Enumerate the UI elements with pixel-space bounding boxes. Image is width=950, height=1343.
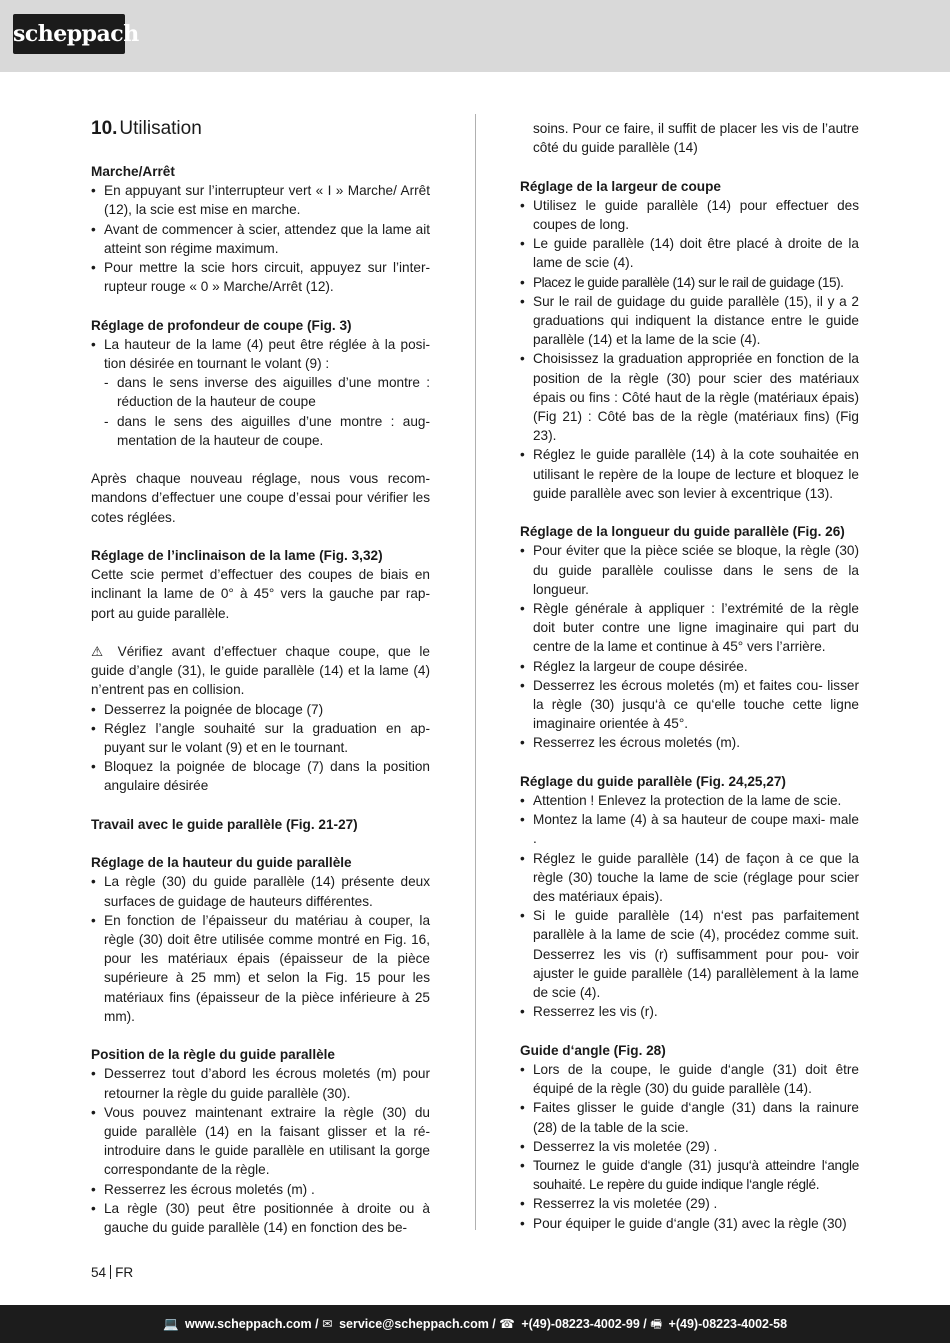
page-separator <box>110 1265 111 1279</box>
list-item: • Desserrez les écrous moletés (m) et faites cou- lisser la règle (30) jusqu‘à ce qu‘elle touche cette ligne imaginaire orientée à 45°. <box>520 676 859 734</box>
miter-gauge-list <box>520 1060 859 1233</box>
blade-tilt-list <box>91 700 430 796</box>
list-item: • Règle générale à appliquer : l’extrémité de la règle doit buter contre une ligne imaginaire qui part du centre de la lame et continue à 45° vers l’arrière. <box>520 599 859 657</box>
cut-width-list <box>520 196 859 503</box>
language-code: FR <box>115 1265 134 1280</box>
phone-number: +(49)-08223-4002-99 / <box>521 1317 647 1331</box>
continued-paragraph: soins. Pour ce faire, il suffit de placer les vis de l’autre côté du guide parallèle (14) <box>533 121 859 156</box>
list-item: • La hauteur de la lame (4) peut être réglée à la posi- tion désirée en tournant le volant (9) : <box>91 335 430 373</box>
chapter-number: 10. <box>91 118 118 139</box>
section-heading-fence-height: Réglage de la hauteur du guide parallèle <box>91 855 352 871</box>
fence-height-list <box>91 872 430 1026</box>
section-heading-cut-width: Réglage de la largeur de coupe <box>520 178 721 194</box>
fence-adjust-list <box>520 791 859 1021</box>
list-item: • La règle (30) du guide parallèle (14) présente deux surfaces de guidage de hauteurs différentes. <box>91 872 430 910</box>
list-item: • Resserrez les écrous moletés (m) . <box>91 1180 430 1199</box>
contact-bar <box>0 1305 950 1343</box>
section-heading-rip-fence: Travail avec le guide parallèle (Fig. 21-27) <box>91 816 358 832</box>
column-divider <box>475 114 476 1230</box>
section-heading-fence-adjust: Réglage du guide parallèle (Fig. 24,25,27) <box>520 773 786 789</box>
list-item: • Pour mettre la scie hors circuit, appuyez sur l’inter- rupteur rouge « 0 » Marche/Arrêt (12). <box>91 258 430 296</box>
section-heading-on-off: Marche/Arrêt <box>91 164 175 179</box>
list-item: • Lors de la coupe, le guide d‘angle (31) doit être équipé de la règle (30) du guide parallèle (14). <box>520 1060 859 1098</box>
list-item: • Desserrez la poignée de blocage (7) <box>91 700 430 719</box>
list-item: • Attention ! Enlevez la protection de la lame de scie. <box>520 791 859 810</box>
list-item: • Resserrez la vis moletée (29) . <box>520 1194 859 1213</box>
list-item: • Faites glisser le guide d‘angle (31) dans la rainure (28) de la table de la scie. <box>520 1098 859 1136</box>
list-item: • Desserrez tout d’abord les écrous moletés (m) pour retourner la règle du guide parallèle (30). <box>91 1064 430 1102</box>
section-heading-miter-gauge: Guide d‘angle (Fig. 28) <box>520 1042 666 1058</box>
list-item: • Réglez l’angle souhaité sur la graduation en ap- puyant sur le volant (9) et en le tournant. <box>91 719 430 757</box>
list-item: • Le guide parallèle (14) doit être placé à droite de la lame de scie (4). <box>520 234 859 272</box>
list-item: - dans le sens des aiguilles d’une montre : aug- mentation de la hauteur de coupe. <box>91 412 430 450</box>
page-number: 54 <box>91 1265 107 1280</box>
list-item: • Utilisez le guide parallèle (14) pour effectuer des coupes de long. <box>520 196 859 234</box>
list-item: • En appuyant sur l’interrupteur vert « I » Marche/ Arrêt (12), la scie est mise en marche. <box>91 181 430 219</box>
section-heading-fence-length: Réglage de la longueur du guide parallèle (Fig. 26) <box>520 524 845 540</box>
chapter-title <box>91 118 430 140</box>
fax-icon: 🖷 <box>650 1317 663 1331</box>
list-item: - dans le sens inverse des aiguilles d’une montre : réduction de la hauteur de coupe <box>91 373 430 411</box>
computer-icon: 💻 <box>162 1317 179 1331</box>
list-item: • Pour éviter que la pièce sciée se bloque, la règle (30) du guide parallèle coulisse dans le sens de la longueur. <box>520 541 859 599</box>
left-column <box>91 118 430 1237</box>
phone-icon: ☎ <box>499 1317 515 1331</box>
list-item: • Réglez le guide parallèle (14) à la cote souhaitée en utilisant le repère de la loupe de lecture et bloquez le guide parallèle avec son levier à excentrique (13). <box>520 445 859 503</box>
list-item: • Pour équiper le guide d‘angle (31) avec la règle (30) <box>520 1214 859 1233</box>
list-item: • Vous pouvez maintenant extraire la règle (30) du guide parallèle (14) en la faisant glisser et la ré- introduire dans le guide parallèle en utilisant la gorge correspondante de la règle. <box>91 1103 430 1180</box>
chapter-name: Utilisation <box>119 118 202 139</box>
email-link[interactable]: service@scheppach.com / <box>339 1317 496 1331</box>
mail-icon: ✉ <box>322 1317 333 1331</box>
list-item: • Resserrez les vis (r). <box>520 1002 859 1021</box>
website-link[interactable]: www.scheppach.com / <box>185 1317 319 1331</box>
warning-text: Vérifiez avant d’effectuer chaque coupe, que le guide d’angle (31), le guide parallèle (14) et la lame (4) n’entrent pas en collision. <box>91 644 430 698</box>
list-item: • Desserrez la vis moletée (29) . <box>520 1137 859 1156</box>
list-item: • Tournez le guide d‘angle (31) jusqu‘à atteindre l‘angle souhaité. Le repère du guide indique l‘angle réglé. <box>520 1156 859 1194</box>
list-item: • Réglez le guide parallèle (14) de façon à ce que la règle (30) touche la lame de scie (réglage pour scier des matériaux épais). <box>520 849 859 907</box>
list-item: • Si le guide parallèle (14) n‘est pas parfaitement parallèle à la lame de scie (4), procédez comme suit. Desserrez les vis (r) suffisamment pour pou- voir ajuster le guide parallèle (14) parallèlement à la lame de scie (4). <box>520 906 859 1002</box>
list-item: • La règle (30) peut être positionnée à droite ou à gauche du guide parallèle (14) en fonction des be- <box>91 1199 430 1237</box>
scheppach-logo: scheppach <box>13 14 125 54</box>
list-item: • Avant de commencer à scier, attendez que la lame ait atteint son régime maximum. <box>91 220 430 258</box>
on-off-list <box>91 181 430 296</box>
cut-depth-list <box>91 335 430 373</box>
list-item: • Choisissez la graduation appropriée en fonction de la position de la règle (30) pour scier des matériaux épais ou fins : Côté haut de la règle (matériaux épais) (Fig 21) : Côté bas de la règle (matériaux fins) (Fig 23). <box>520 349 859 445</box>
blade-tilt-paragraph: Cette scie permet d’effectuer des coupes de biais en inclinant la lame de 0° à 45° vers la gauche par rap- port au guide parallèle. <box>91 567 430 621</box>
section-heading-cut-depth: Réglage de profondeur de coupe (Fig. 3) <box>91 317 352 333</box>
section-heading-fence-position: Position de la règle du guide parallèle <box>91 1047 335 1063</box>
list-item: • Resserrez les écrous moletés (m). <box>520 733 859 752</box>
list-item: • Sur le rail de guidage du guide parallèle (15), il y a 2 graduations qui indiquent la distance entre le guide parallèle (14) et la lame de la scie (4). <box>520 292 859 350</box>
header-bar <box>0 0 950 72</box>
test-cut-paragraph: Après chaque nouveau réglage, nous vous recom- mandons d’effectuer une coupe d’essai pour vérifier les cotes réglées. <box>91 471 430 525</box>
fence-position-list <box>91 1064 430 1237</box>
list-item: • Placez le guide parallèle (14) sur le rail de guidage (15). <box>520 273 859 292</box>
page-footer <box>91 1265 133 1280</box>
list-item: • Bloquez la poignée de blocage (7) dans la position angulaire désirée <box>91 757 430 795</box>
warning-icon: ⚠ <box>91 644 104 660</box>
section-heading-blade-tilt: Réglage de l’inclinaison de la lame (Fig. 3,32) <box>91 548 383 564</box>
fax-number: +(49)-08223-4002-58 <box>668 1317 788 1331</box>
fence-length-list <box>520 541 859 752</box>
list-item: • En fonction de l’épaisseur du matériau à couper, la règle (30) doit être utilisée comme montré en Fig. 16, pour les matériaux épais (épaisseur de la pièce supérieure à 25 mm) et selon la Fig. 15 pour les matériaux fins (épaisseur de la pièce inférieure à 25 mm). <box>91 911 430 1026</box>
warning-paragraph <box>91 642 430 700</box>
list-item: • Montez la lame (4) à sa hauteur de coupe maxi- male . <box>520 810 859 848</box>
right-column <box>520 119 859 1233</box>
cut-depth-dash-list <box>91 373 430 450</box>
list-item: • Réglez la largeur de coupe désirée. <box>520 657 859 676</box>
